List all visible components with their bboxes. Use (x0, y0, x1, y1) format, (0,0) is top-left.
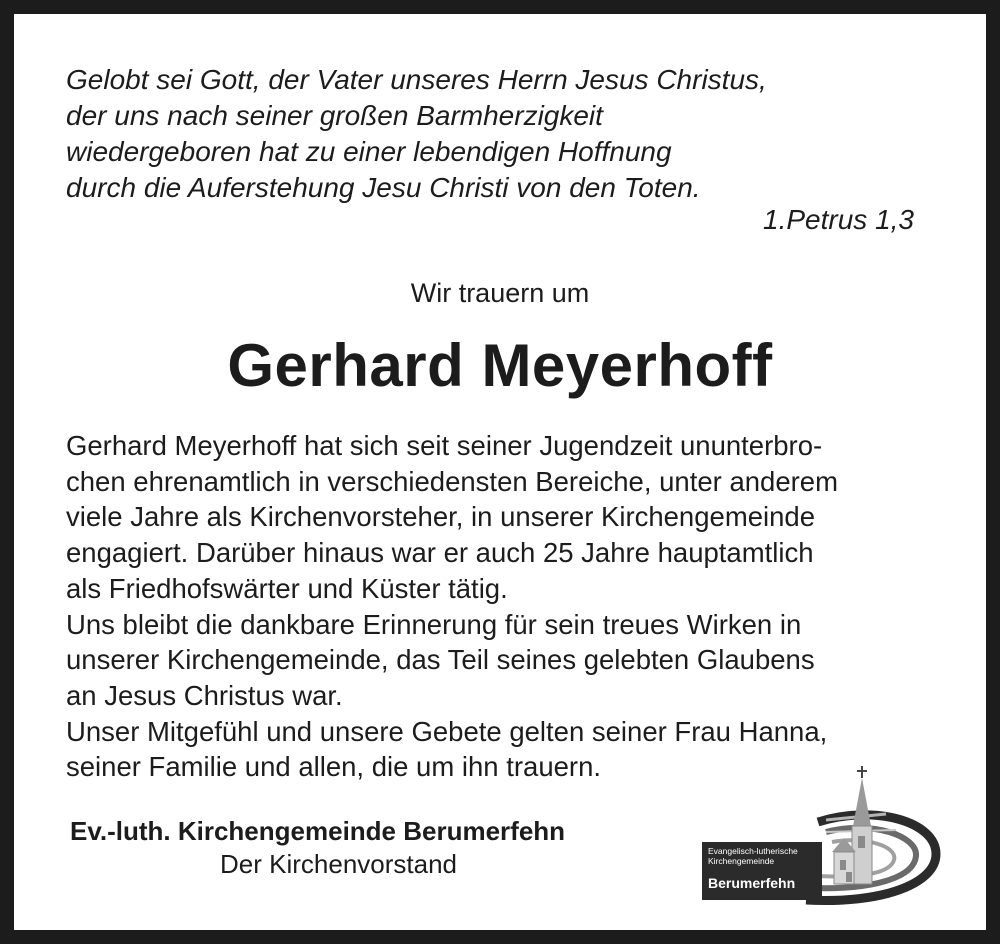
verse-line: wiedergeboren hat zu einer lebendigen Hoffnung (66, 136, 672, 167)
verse-reference: 1.Petrus 1,3 (763, 204, 914, 235)
obituary-notice (14, 14, 986, 930)
logo-text-name: Berumerfehn (708, 875, 796, 891)
body-line: engagiert. Darüber hinaus war er auch 25 Jahre hauptamtlich (66, 537, 814, 569)
deceased-name: Gerhard Meyerhoff (227, 332, 773, 399)
church-logo (686, 752, 946, 912)
bible-verse (66, 62, 926, 206)
body-line: Unser Mitgefühl und unsere Gebete gelten seiner Frau Hanna, (66, 715, 828, 747)
verse-line: durch die Auferstehung Jesu Christi von den Toten. (66, 172, 701, 203)
signature-organization: Ev.-luth. Kirchengemeinde Berumerfehn (70, 816, 566, 846)
obituary-body (66, 428, 946, 785)
verse-line: der uns nach seiner großen Barmherzigkeit (66, 100, 603, 131)
body-line: unserer Kirchengemeinde, das Teil seines gelebten Glaubens (66, 644, 815, 676)
body-line: viele Jahre als Kirchenvorsteher, in unserer Kirchengemeinde (66, 501, 816, 533)
signature-board: Der Kirchenvorstand (220, 849, 457, 879)
body-line: seiner Familie und allen, die um ihn trauern. (66, 751, 602, 783)
body-line: an Jesus Christus war. (66, 679, 343, 711)
body-line: als Friedhofswärter und Küster tätig. (66, 572, 508, 604)
body-line: Uns bleibt die dankbare Erinnerung für sein treues Wirken in (66, 608, 802, 640)
verse-line: Gelobt sei Gott, der Vater unseres Herrn Jesus Christus, (66, 64, 767, 95)
logo-text-small: Evangelisch-lutherische Kirchengemeinde (708, 846, 798, 866)
body-line: chen ehrenamtlich in verschiedensten Bereiche, unter anderem (66, 465, 838, 497)
mourning-intro: Wir trauern um (410, 278, 590, 308)
body-line: Gerhard Meyerhoff hat sich seit seiner Jugendzeit ununterbro- (66, 430, 823, 461)
